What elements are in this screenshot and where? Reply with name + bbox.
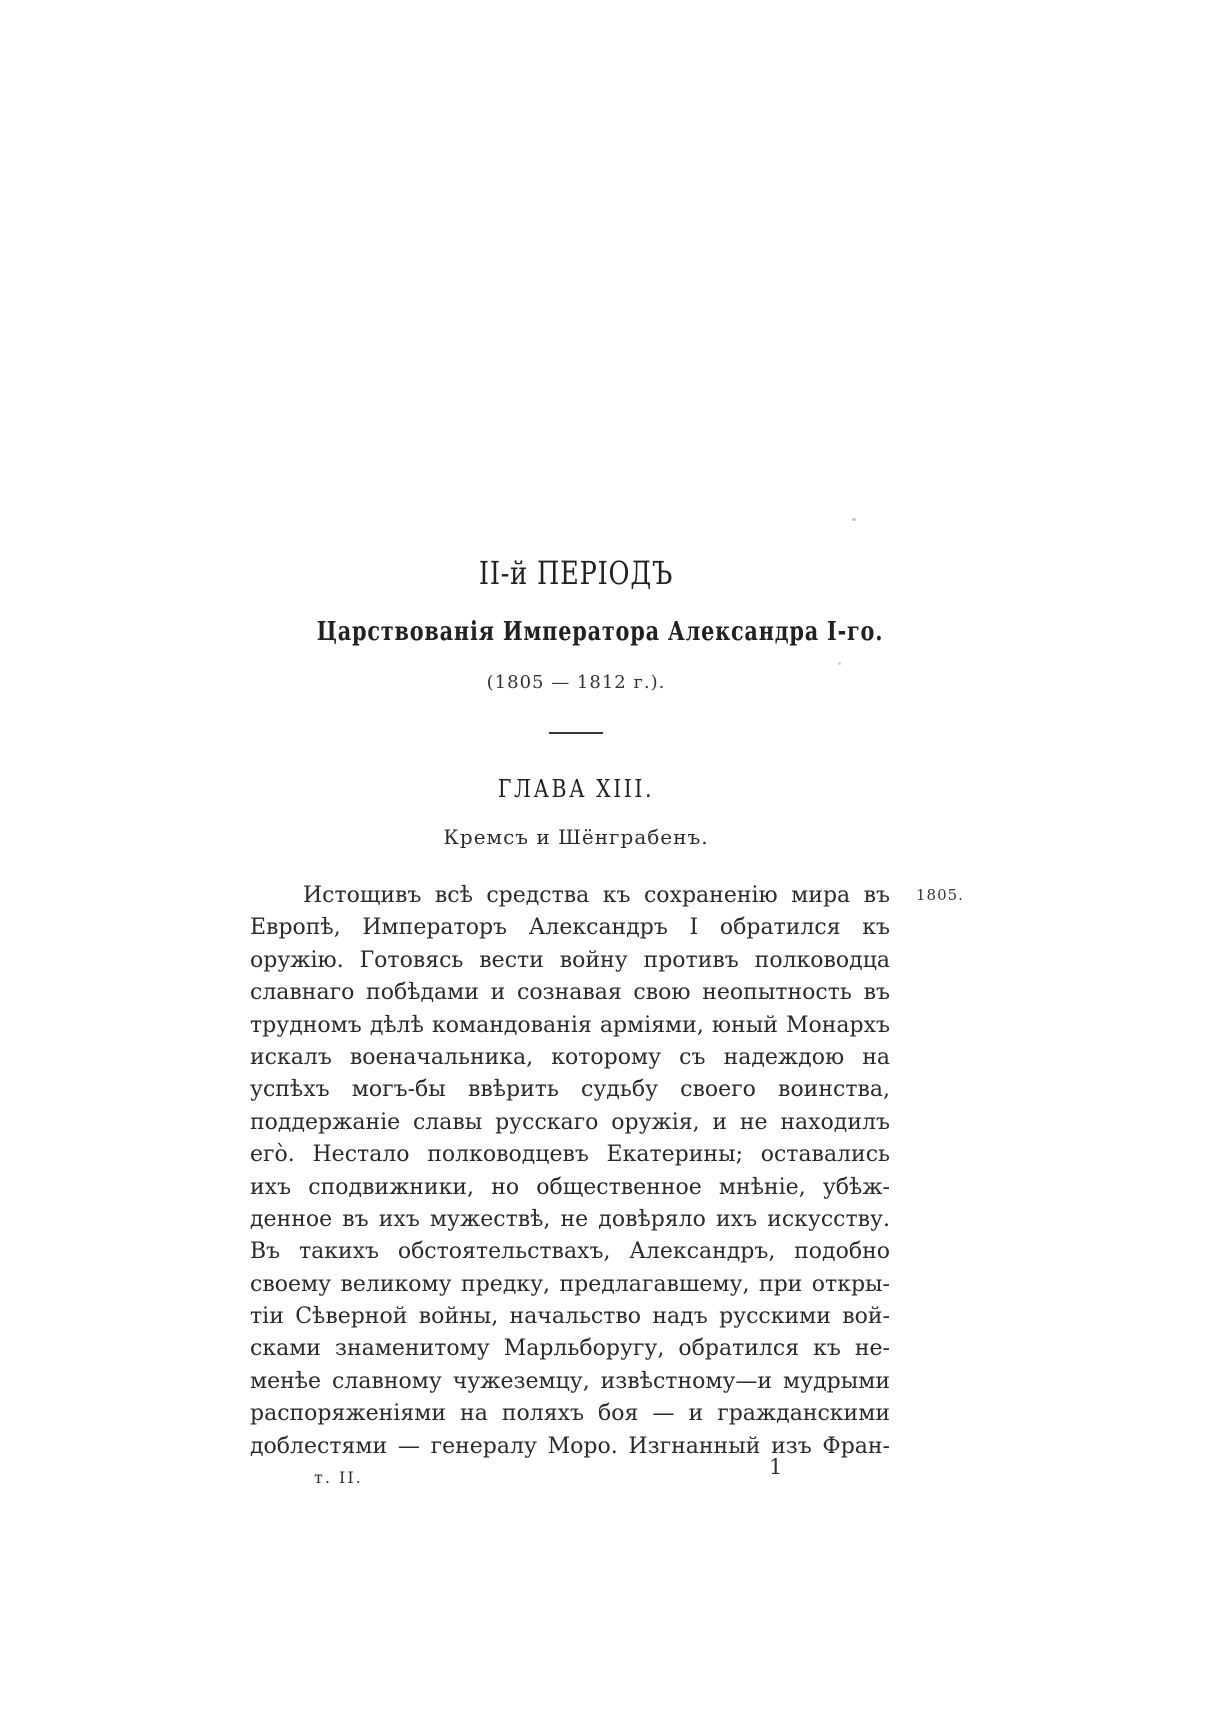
- body-line: искалъ военачальника, которому съ надеждою на: [250, 1044, 890, 1070]
- body-line: Истощивъ всѣ средства къ сохраненію мира въ: [303, 883, 890, 908]
- margin-year-note: 1805.: [916, 886, 964, 904]
- body-line: Въ такихъ обстоятельствахъ, Александръ, подобно: [250, 1239, 890, 1265]
- body-line: поддержаніе славы русскаго оружія, и не находилъ: [250, 1109, 890, 1135]
- body-line: распоряженіями на поляхъ боя — и гражданскими: [250, 1401, 890, 1427]
- body-line: успѣхъ могъ-бы ввѣрить судьбу своего воинства,: [250, 1077, 890, 1103]
- body-line: ихъ сподвижники, но общественное мнѣніе, убѣж-: [250, 1174, 890, 1200]
- body-line: своему великому предку, предлагавшему, при откры-: [250, 1271, 890, 1297]
- period-title: II-й ПЕРІОДЪ: [478, 554, 674, 592]
- body-line: менѣе славному чужеземцу, извѣстному—и мудрыми: [250, 1368, 890, 1394]
- date-range: (1805 — 1812 г.).: [486, 672, 666, 693]
- body-paragraph: [250, 880, 890, 1463]
- body-line: денное въ ихъ мужествѣ, не довѣряло ихъ искусству.: [250, 1206, 890, 1232]
- body-line: оружію. Готовясь вести войну противъ полководца: [250, 947, 890, 973]
- body-line: его̀. Нестало полководцевъ Екатерины; оставались: [250, 1142, 890, 1168]
- body-line: тіи Сѣверной войны, начальство надъ русскими вой-: [250, 1304, 890, 1330]
- body-line: доблестями — генералу Моро. Изгнанный изъ Фран-: [250, 1433, 890, 1459]
- section-divider-rule: [549, 732, 603, 734]
- body-line: трудномъ дѣлѣ командованія арміями, юный Монархъ: [250, 1012, 890, 1038]
- chapter-heading: ГЛАВА XIII.: [497, 775, 655, 803]
- reign-subtitle: Царствованія Императора Александра I-го.: [316, 617, 884, 647]
- chapter-subtitle: Кремсъ и Шёнграбенъ.: [443, 825, 709, 849]
- footer-volume-label: т. II.: [314, 1468, 363, 1487]
- body-line: Европѣ, Императоръ Александръ I обратился къ: [250, 915, 890, 941]
- scan-speck: [852, 518, 856, 521]
- page-number: 1: [769, 1455, 783, 1479]
- body-line: сками знаменитому Марльборугу, обратился къ не-: [250, 1336, 890, 1362]
- body-line: славнаго побѣдами и сознавая свою неопытность въ: [250, 980, 890, 1006]
- scan-speck: [838, 662, 841, 665]
